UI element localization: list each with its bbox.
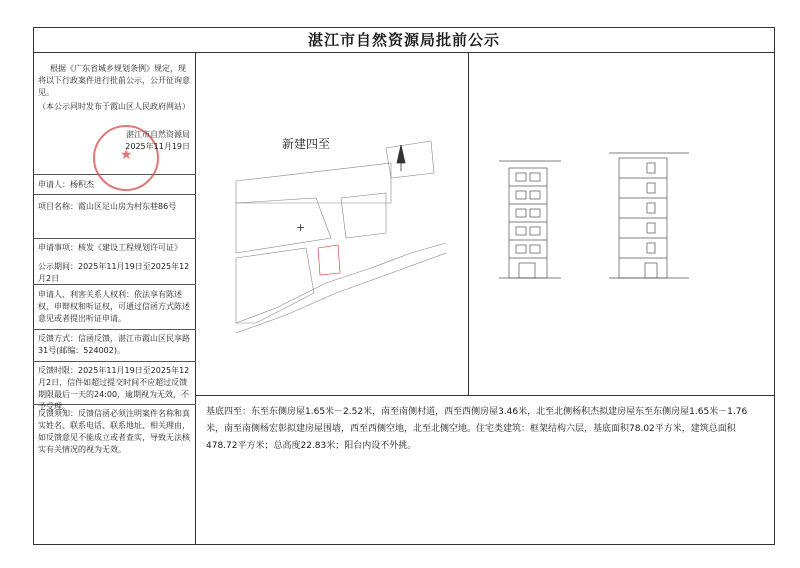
project-row (33, 195, 196, 239)
description-label: 基底四至： (206, 407, 252, 417)
map-road (236, 243, 446, 323)
notice-value: 反馈信函必须注明案件名称和真实姓名、联系电话、联系地址、相关理由，如反馈意见不能成立或者查实，导致无法核实有关情况的视为无效。 (38, 409, 190, 454)
applicant-row (33, 175, 196, 195)
application-type-value: 核发《建设工程规划许可证》 (78, 243, 182, 252)
rights-row (33, 285, 196, 330)
method-label: 反馈方式： (38, 334, 78, 343)
official-seal: ★ (93, 125, 159, 191)
page-title: 湛江市自然资源局批前公示 (33, 27, 775, 53)
elevation-drawing (469, 53, 775, 395)
notice-label: 反馈须知： (38, 409, 78, 418)
side-elevation (609, 153, 689, 278)
feedback-method-row (33, 330, 196, 362)
application-type-label: 申请事项： (38, 243, 78, 252)
project-label: 项目名称： (38, 202, 78, 211)
map-block-center (341, 193, 386, 238)
site-map-panel (196, 53, 469, 395)
feedback-notice-row (33, 405, 196, 465)
building-description (196, 395, 775, 545)
description-text: 东至东侧房屋1.65米－2.52米，南至南侧村道，西至西侧房屋3.46米，北至北侧杨积杰拟建房屋东至东侧房屋1.65米－1.76米，南至南侧杨宏彰拟建房屋围墙，西至西侧空地，北至北侧空地。住宅类建筑：框架结构六层，基底面积78.02平方米，建筑总面积478.72平方米；总高度22.83米；阳台内设不外挑。 (206, 407, 748, 451)
map-cross-marker: + (296, 221, 306, 234)
project-site-outline (318, 245, 340, 275)
applicant-value: 杨积杰 (70, 180, 94, 189)
period-value: 2025年11月19日至2025年12月2日 (38, 262, 190, 283)
period-label: 公示期间： (38, 262, 78, 271)
rights-label: 申请人、利害关系人权利： (38, 290, 134, 299)
front-elevation (499, 161, 561, 278)
intro-text: 根据《广东省城乡规划条例》规定，现将以下行政案件进行批前公示，公开征询意见。 (38, 64, 190, 97)
site-map-drawing (196, 53, 469, 395)
period-row (33, 259, 196, 285)
info-column (33, 53, 196, 545)
issuer-name: 湛江市自然资源局 (126, 130, 190, 139)
map-block-southwest (236, 248, 314, 323)
deadline-value: 2025年11月19日至2025年12月2日，信件如超过提交时间不应超过反馈期限最后一天的24:00，逾期视为无效，不予受理。 (38, 366, 190, 411)
method-value: 信函反馈，湛江市霞山区民享路31号(邮编：524002)。 (38, 334, 190, 355)
deadline-label: 反馈时限： (38, 366, 78, 375)
rights-value: 依法享有陈述权、申辩权和听证权，可通过信函方式陈述意见或者提出听证申请。 (38, 290, 190, 323)
map-title: 新建四至 (282, 137, 331, 151)
elevation-panel (469, 53, 775, 395)
issue-date: 2025年11月19日 (125, 142, 190, 151)
application-type-row (33, 239, 196, 257)
map-block-northeast (386, 141, 434, 178)
project-value: 霞山区足山房为村东巷86号 (78, 202, 177, 211)
map-block-north (236, 163, 391, 203)
intro-section (33, 53, 196, 175)
feedback-deadline-row (33, 362, 196, 411)
map-road-edge (236, 253, 446, 333)
applicant-label: 申请人： (38, 180, 70, 189)
map-block-west (236, 198, 331, 253)
intro-note: （本公示同时发布于霞山区人民政府网站） (38, 102, 190, 111)
north-arrow-icon (397, 145, 405, 171)
